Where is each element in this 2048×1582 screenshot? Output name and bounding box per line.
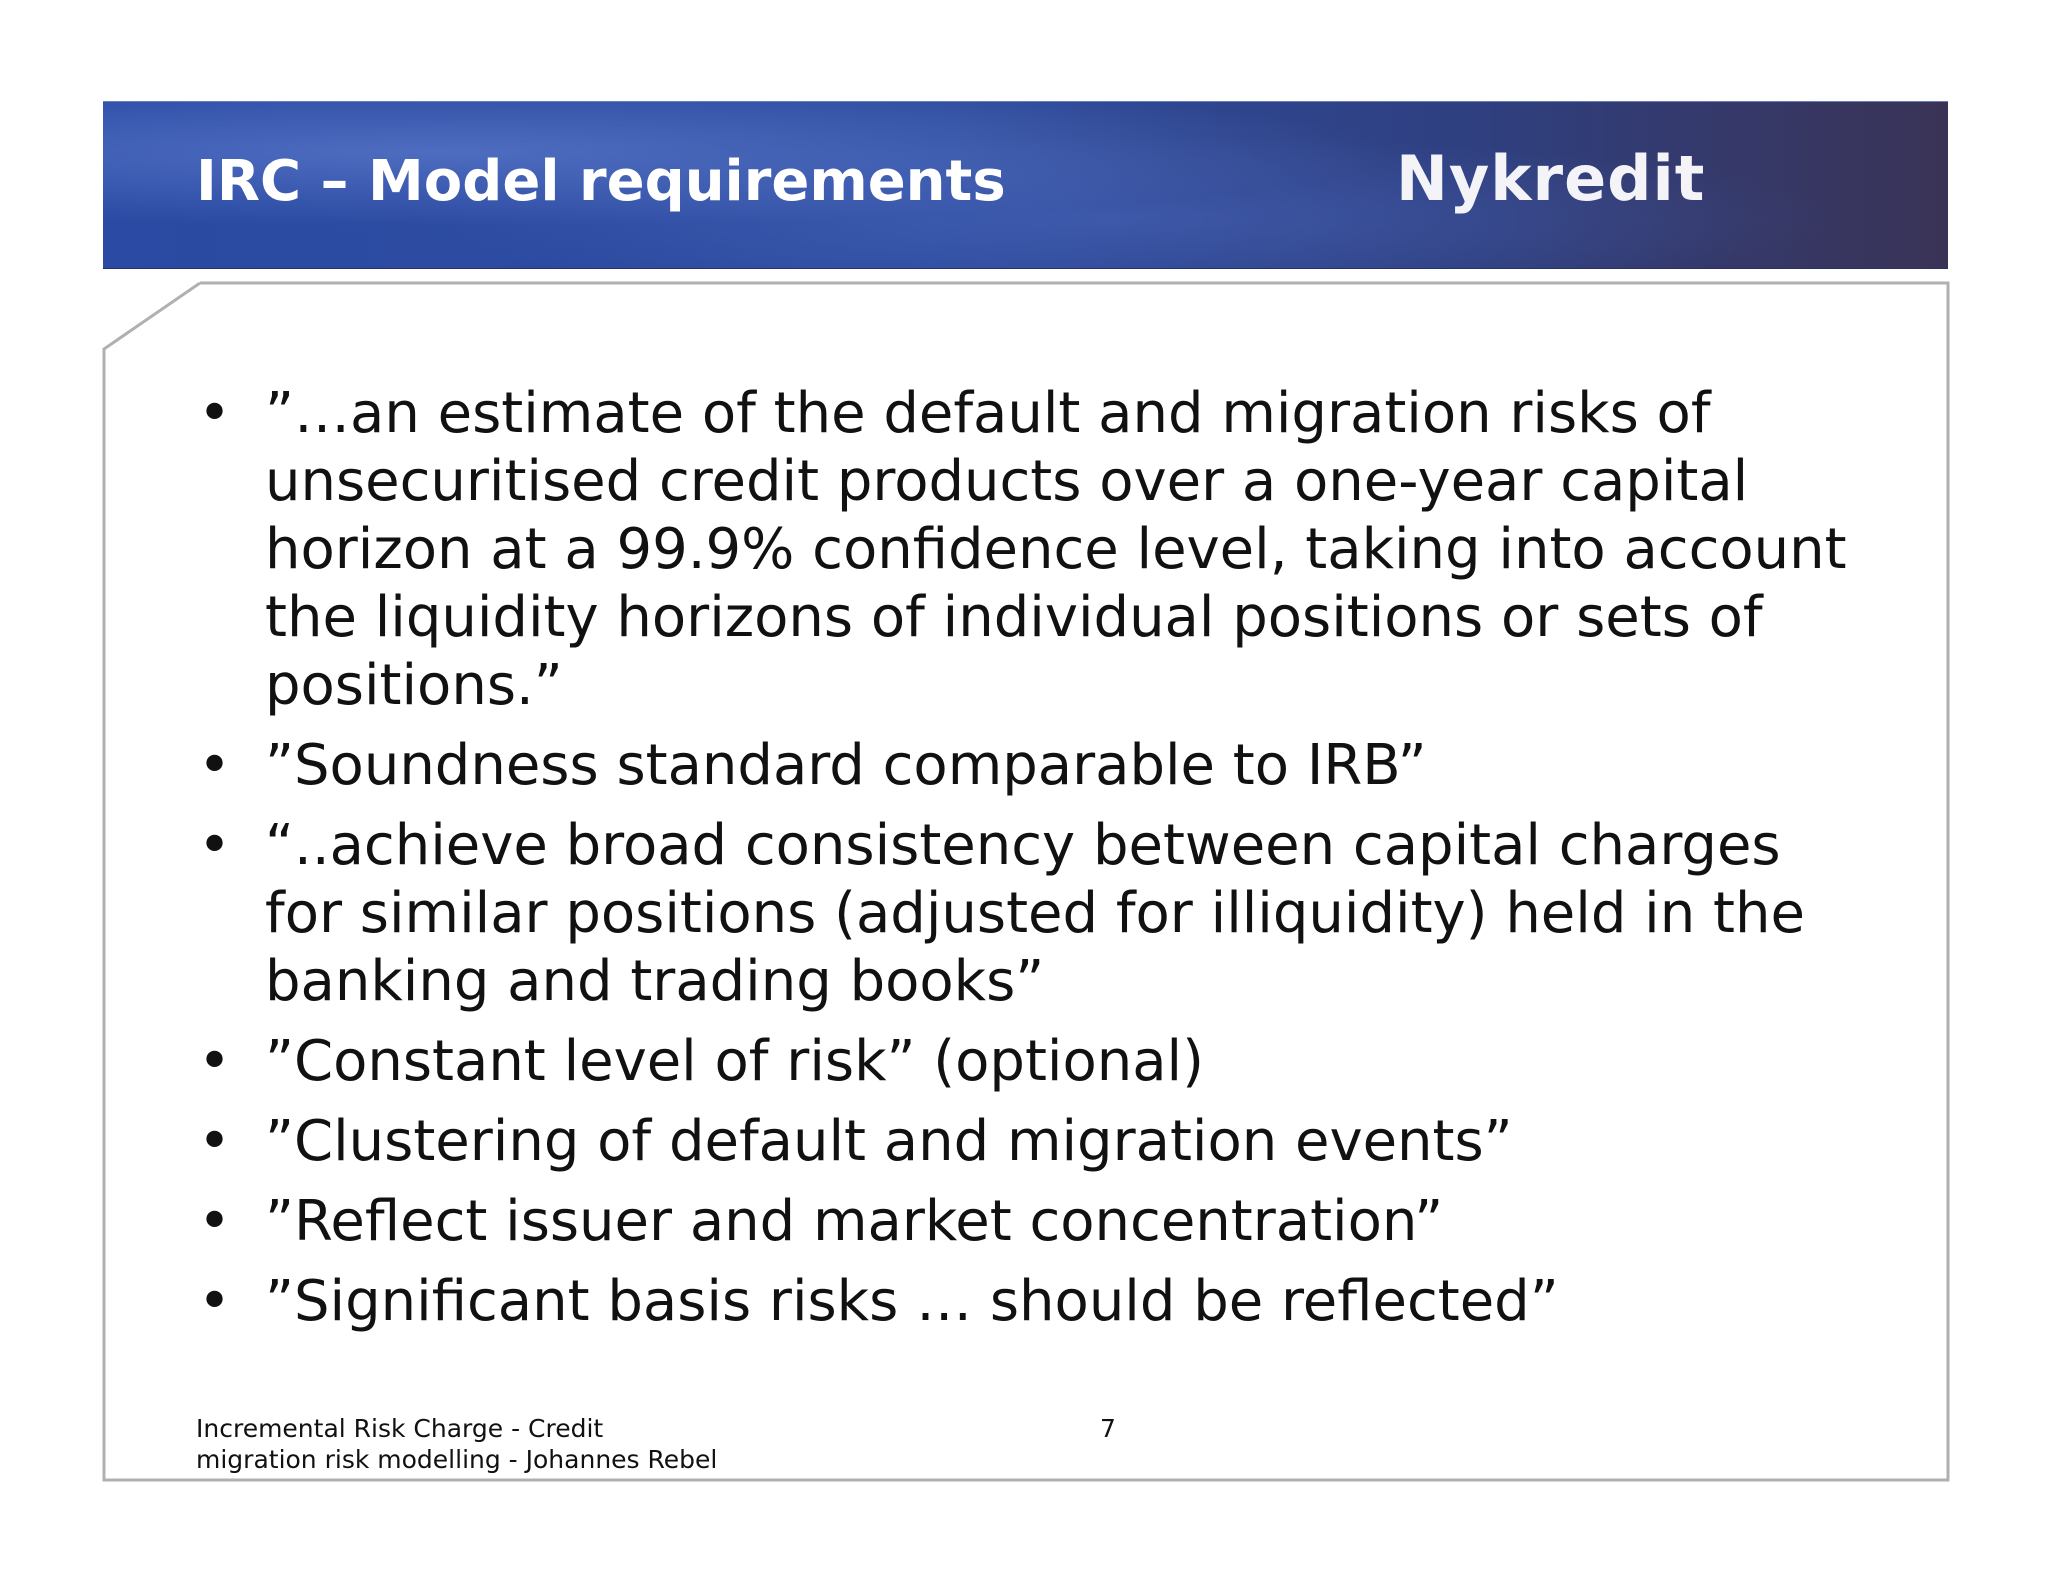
bullet-marker: • [198, 1189, 232, 1254]
bullet-marker: • [198, 733, 232, 798]
footer-caption-line: migration risk modelling - Johannes Rebel [196, 1445, 718, 1474]
bullet-item [190, 1108, 1850, 1176]
bullet-marker: • [198, 1029, 232, 1094]
page-number: 7 [1100, 1414, 1116, 1443]
bullet-marker: • [198, 813, 232, 878]
slide-title: IRC – Model requirements [196, 149, 1006, 214]
bullet-text: ”Soundness standard comparable to IRB” [265, 733, 1427, 798]
bullet-item [190, 1268, 1850, 1336]
footer-caption-line: Incremental Risk Charge - Credit [196, 1414, 604, 1443]
bullet-marker: • [198, 1109, 232, 1174]
bullet-text: ”Constant level of risk” (optional) [265, 1029, 1204, 1094]
title-banner [103, 101, 1948, 269]
bullet-text: ”Reflect issuer and market concentration” [265, 1189, 1444, 1254]
bullet-marker: • [198, 381, 232, 446]
bullet-text: ”Significant basis risks … should be reflected” [265, 1269, 1559, 1334]
bullet-item [190, 732, 1850, 800]
bullet-item [190, 380, 1850, 720]
bullet-text: ”…an estimate of the default and migration risks of unsecuritised credit products over a one-year capital horizon at a 99.9% confidence level, taking into account the liquidity horizons of individual positions or sets of positions.” [265, 381, 1847, 718]
nykredit-logo: Nykredit [1396, 142, 1706, 215]
bullet-marker: • [198, 1269, 232, 1334]
footer-caption [196, 1413, 796, 1475]
bullet-item [190, 812, 1850, 1016]
bullet-item [190, 1028, 1850, 1096]
bullet-item [190, 1188, 1850, 1256]
bullet-list [190, 380, 1850, 1348]
bullet-text: “..achieve broad consistency between capital charges for similar positions (adjusted for illiquidity) held in the banking and trading books” [265, 813, 1805, 1014]
bullet-text: ”Clustering of default and migration events” [265, 1109, 1513, 1174]
